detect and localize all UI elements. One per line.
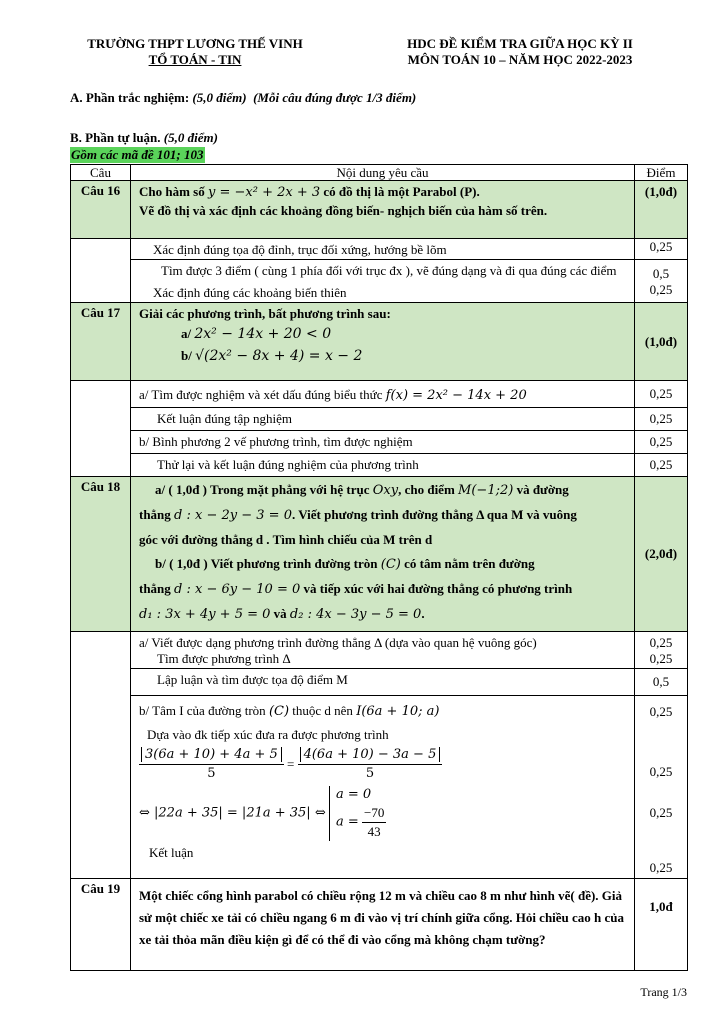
- section-b-label: B. Phần tự luận.: [70, 130, 161, 145]
- school-header: [60, 36, 330, 68]
- q18-b2: thẳng: [139, 581, 171, 596]
- q18-rubric-1: [71, 632, 688, 669]
- school-name: TRƯỜNG THPT LƯƠNG THẾ VINH: [87, 36, 303, 51]
- q18-r6-text: Kết luận: [131, 842, 635, 879]
- q18-r1-text: a/ Viết được dạng phương trình đường thẳng Δ (dựa vào quan hệ vuông góc): [139, 635, 537, 650]
- q18-right-numerator: 4(6a + 10) − 3a − 5: [300, 747, 441, 762]
- q18-r4-text: Dựa vào đk tiếp xúc đưa ra được phương trình: [147, 727, 389, 742]
- q18-r1-points: 0,25: [649, 635, 673, 650]
- q17-rubric-3: [71, 431, 688, 454]
- q18-solution-system: [329, 786, 386, 841]
- header-points: Điểm: [635, 165, 688, 181]
- q18-r1b-text: Tìm được phương trình Δ: [157, 651, 291, 666]
- q16-line2: Vẽ đồ thị và xác định các khoảng đồng biến- nghịch biến của hàm số trên.: [139, 203, 548, 218]
- q16-r3-text: Xác định đúng các khoảng biến thiên: [131, 282, 635, 303]
- q16-r1-points: 0,25: [635, 239, 688, 260]
- q18-r5-equivalence: ⇔ |22a + 35| = |21a + 35| ⇔: [139, 805, 326, 821]
- q18-rubric-5: [71, 784, 688, 842]
- q19-question: Một chiếc cổng hình parabol có chiều rộng 12 m và chiều cao 8 m như hình vẽ( đề). Giả sử một chiếc xe tải có chiều ngang 6 m đi vào vị trí chính giữa cổng. Hỏi chiều cao h của xe tải thỏa mãn điều kiện gì để có thể đi vào cổng mà không chạm tường?: [131, 879, 635, 971]
- q18-points: (2,0đ): [635, 477, 688, 632]
- q17-title: Giải các phương trình, bất phương trình sau:: [139, 306, 391, 321]
- q16-question: [131, 181, 635, 239]
- q18-label: Câu 18: [71, 477, 131, 632]
- q17-rubric-4: [71, 454, 688, 477]
- q18-solution-2-num: −70: [362, 804, 386, 823]
- q18-r4-points: 0,25: [635, 724, 688, 784]
- exam-codes: Gồm các mã đề 101; 103: [71, 147, 204, 162]
- q16-r2-points: 0,5: [635, 260, 688, 283]
- q16-r1-text: Xác định đúng tọa độ đỉnh, trục đối xứng, hướng bề lõm: [131, 239, 635, 260]
- q18-a2: thẳng: [139, 507, 171, 522]
- section-a-points: (5,0 điểm): [192, 90, 247, 105]
- exam-title: HDC ĐỀ KIỂM TRA GIỮA HỌC KỲ II: [407, 36, 633, 51]
- q18-r3-b: thuộc d nên: [292, 703, 353, 718]
- q18-oxy: Oxy: [372, 483, 399, 498]
- q18-rubric-3: [71, 696, 688, 725]
- q18-r5-points: 0,25: [635, 784, 688, 842]
- q17-r1-text: a/ Tìm được nghiệm và xét dấu đúng biểu thức: [139, 387, 383, 402]
- q18-b1: b/ ( 1,0đ ) Viết phương trình đường tròn: [155, 556, 378, 571]
- q18-a3: góc với đường thẳng d . Tìm hình chiếu của M trên d: [139, 532, 433, 547]
- q17-r4-points: 0,25: [635, 454, 688, 477]
- q18-equation: $\frac{3(6a + 10) + 4a + 5}{5}$ = $\frac{4(6a + 10) - 3a - 5}{5}$: [139, 746, 628, 783]
- q18-b2-b: và tiếp xúc với hai đường thẳng có phương trình: [303, 581, 573, 596]
- answer-table: [70, 164, 688, 971]
- q18-r1b-points: 0,25: [649, 651, 673, 666]
- q17-empty: [71, 381, 131, 477]
- q18-row: [71, 477, 688, 632]
- q16-points: (1,0đ): [635, 181, 688, 239]
- q17-rubric-1: [71, 381, 688, 408]
- department-name: TỔ TOÁN - TIN: [148, 52, 242, 67]
- q18-a1-b: , cho điểm: [398, 482, 455, 497]
- section-b: [70, 130, 218, 146]
- q17-r3-points: 0,25: [635, 431, 688, 454]
- q18-circle-c: (C): [380, 557, 401, 572]
- q16-rubric-1: [71, 239, 688, 260]
- q18-r3-text: b/ Tâm I của đường tròn: [139, 703, 266, 718]
- q18-left-denominator: 5: [207, 766, 216, 781]
- q19-points: 1,0đ: [635, 879, 688, 971]
- q17-b-label: b/: [181, 348, 192, 363]
- q17-a-formula: 2x² − 14x + 20 < 0: [194, 326, 332, 342]
- q19-row: [71, 879, 688, 971]
- header-cau: Câu: [71, 165, 131, 181]
- q16-rubric-3: [71, 282, 688, 303]
- q18-b1-b: có tâm nằm trên đường: [404, 556, 535, 571]
- q18-solution-2-den: 43: [367, 824, 381, 839]
- q18-rubric-6: [71, 842, 688, 879]
- q17-points: (1,0đ): [635, 303, 688, 381]
- section-a: [70, 90, 416, 106]
- exam-header: [375, 36, 665, 68]
- q18-center-i: I(6a + 10; a): [356, 704, 440, 719]
- section-a-note: (Mỗi câu đúng được 1/3 điểm): [253, 90, 417, 105]
- q18-right-denominator: 5: [365, 766, 375, 781]
- header-content: Nội dung yêu cầu: [131, 165, 635, 181]
- q17-r2-points: 0,25: [635, 408, 688, 431]
- table-header-row: [71, 165, 688, 181]
- q18-a1: a/ ( 1,0đ ) Trong mặt phẳng với hệ trục: [155, 482, 370, 497]
- q18-r6-points: 0,25: [635, 842, 688, 879]
- q18-r2-points: 0,5: [635, 669, 688, 696]
- q18-solution-1: a = 0: [335, 787, 372, 802]
- q18-a2-b: . Viết phương trình đường thẳng Δ qua M và vuông: [291, 507, 577, 522]
- q17-a-label: a/: [181, 326, 192, 341]
- q18-line-d2: d : x − 6y − 10 = 0: [174, 582, 301, 597]
- q17-label: Câu 17: [71, 303, 131, 381]
- q17-rubric-2: [71, 408, 688, 431]
- q17-r4-text: Thử lại và kết luận đúng nghiệm của phương trình: [131, 454, 635, 477]
- q16-formula: y = −x² + 2x + 3: [208, 185, 321, 200]
- q19-label: Câu 19: [71, 879, 131, 971]
- q18-line-d: d : x − 2y − 3 = 0: [174, 508, 292, 523]
- q16-r2-text: Tìm được 3 điểm ( cùng 1 phía đối với trục đx ), vẽ đúng dạng và đi qua đúng các điểm: [161, 263, 617, 278]
- q17-r2-text: Kết luận đúng tập nghiệm: [131, 408, 635, 431]
- section-b-points: (5,0 điểm): [163, 130, 218, 145]
- q17-r3-text: b/ Bình phương 2 vế phương trình, tìm được nghiệm: [131, 431, 635, 454]
- q18-left-numerator: 3(6a + 10) + 4a + 5: [141, 747, 282, 762]
- q18-point-m: M(−1;2): [458, 483, 514, 498]
- q18-rubric-2: [71, 669, 688, 696]
- q18-a1-c: và đường: [516, 482, 569, 497]
- q18-rubric-4: [71, 724, 688, 784]
- q18-solution-2-lhs: a =: [335, 814, 359, 830]
- q18-r3-points: 0,25: [635, 696, 688, 725]
- exam-subject: MÔN TOÁN 10 – NĂM HỌC 2022-2023: [407, 52, 633, 67]
- q17-b-formula: √(2x² − 8x + 4) = x − 2: [195, 348, 363, 364]
- q18-and: và: [273, 606, 287, 621]
- q16-label: Câu 16: [71, 181, 131, 239]
- q16-empty: [71, 239, 131, 303]
- q17-r1-formula: f(x) = 2x² − 14x + 20: [385, 388, 527, 403]
- q16-text-b: có đồ thị là một Parabol (P).: [323, 184, 480, 199]
- q18-line-d1: d₁ : 3x + 4y + 5 = 0: [139, 607, 271, 622]
- q18-question: a/ ( 1,0đ ) Trong mặt phẳng với hệ trục Oxy, cho điểm M(−1;2) và đường thẳng d : x − 2y − 3 = 0. Viết phương trình đường thẳng Δ qua M và vuông góc với đường thẳng d . Tìm hình chiếu của M trên d b/ ( 1,0đ ) Viết phương trình đường tròn (C) có tâm nằm trên đường thẳng d : x − 6y − 10 = 0 và tiếp xúc với hai đường thẳng có phương trình d₁ : 3x + 4y + 5 = 0 và d₂ : 4x − 3y − 5 = 0.: [131, 477, 635, 632]
- q18-r3-circle: (C): [268, 704, 290, 719]
- q16-row: [71, 181, 688, 239]
- q17-row: [71, 303, 688, 381]
- q17-question: [131, 303, 635, 381]
- q18-r2-text: Lập luận và tìm được tọa độ điểm M: [131, 669, 635, 696]
- section-a-label: A. Phần trắc nghiệm:: [70, 90, 190, 105]
- q16-text-a: Cho hàm số: [139, 184, 205, 199]
- q17-r1-points: 0,25: [635, 381, 688, 408]
- page-footer: Trang 1/3: [640, 985, 687, 999]
- q18-line-d2b: d₂ : 4x − 3y − 5 = 0: [289, 607, 422, 622]
- q16-rubric-2: [71, 260, 688, 283]
- q16-r3-points: 0,25: [635, 282, 688, 303]
- q18-empty: [71, 632, 131, 879]
